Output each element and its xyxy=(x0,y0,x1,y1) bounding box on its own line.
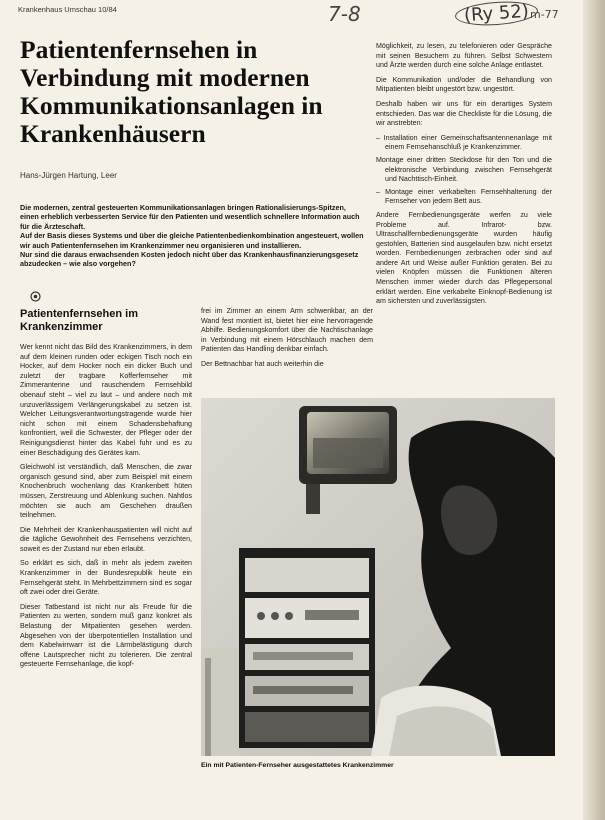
body-paragraph: Die Mehrheit der Krankenhauspatienten will nicht auf die tägliche Gewohnheit des Fernsehens verzichten, soweit es der Zustand nur eben erlaubt. xyxy=(20,525,192,553)
body-paragraph: Dieser Tatbestand ist nicht nur als Freude für die Patienten zu werten, sondern muß ganz konkret als Belastung der Mitpatienten gesehen werden. Abgesehen von der überpotentiellen Installation und dem Kabelwirrwarr ist die Lärmbelästigung durch offene Lautsprecher nicht zu tolerieren. Die zentral gesteuerte Fernsehanlage, die kopf- xyxy=(20,602,192,669)
body-paragraph: Deshalb haben wir uns für ein derartiges System entschieden. Das war die Checkliste für die Lösung, die wir anstrebten: xyxy=(376,99,552,128)
intro-paragraph: Nur sind die daraus erwachsenden Kosten jedoch nicht über das Krankenhausfinanzierungsgesetz abzudecken – wie also vorgehen? xyxy=(20,250,359,269)
text-column-3 xyxy=(376,42,552,312)
text-column-2 xyxy=(201,307,373,375)
body-paragraph: frei im Zimmer an einem Arm schwenkbar, an der Wand fest montiert ist, bietet hier eine hervorragende Abhilfe. Bedienungskomfort über die Nachtischanlage in Verbindung mit einem Hörschlauch machen dem Patienten das Handling denkbar einfach. xyxy=(201,307,373,354)
photo-caption: Ein mit Patienten-Fernseher ausgestattetes Krankenzimmer xyxy=(201,762,394,769)
body-paragraph: Der Bettnachbar hat auch weiterhin die xyxy=(201,359,324,368)
article-intro xyxy=(20,203,365,269)
intro-paragraph: Die modernen, zentral gesteuerten Kommunikationsanlagen bringen Rationalisierungs-Spitzen, einen erheblich verbesserten Service für den Patienten und wesentlich schnellere Information auch für die Ärzteschaft. xyxy=(20,203,360,231)
body-paragraph: Die Kommunikation und/oder die Behandlung von Mitpatienten bleibt ungestört bzw. ungestört. xyxy=(376,75,552,94)
article-author: Hans-Jürgen Hartung, Leer xyxy=(20,171,117,180)
running-head: Krankenhaus Umschau 10/84 xyxy=(18,5,117,14)
checklist-item: Montage einer dritten Steckdose für den Ton und die elektronische Verbindung zwischen Fernsehgerät und Nachttisch-Einheit. xyxy=(376,155,552,184)
checklist-item: – Montage einer verkabelten Fernsehhalterung der Fernseher von jedem Bett aus. xyxy=(376,187,552,206)
handwritten-page-number: 7-8 xyxy=(328,2,361,26)
body-paragraph: So erklärt es sich, daß in mehr als jedem zweiten Krankenzimmer in der Bundesrepublik heute ein Fernsehgerät steht. In Mehrbettzimmern sind es sogar oft zwei oder drei Geräte. xyxy=(20,559,192,597)
section-subheading: Patientenfernsehen im Krankenzimmer xyxy=(20,308,138,333)
hospital-room-photo xyxy=(201,398,555,756)
equipment-rack xyxy=(239,548,375,748)
checklist-item: – Installation einer Gemeinschaftsantennenanlage mit einem Fernsehanschluß je Krankenzimmer. xyxy=(376,133,552,152)
body-paragraph: Gleichwohl ist verständlich, daß Menschen, die zwar organisch gesund sind, aber zum Beispiel mit einem Knochenbruch wochenlang das Krankenbett hüten müssen, Zerstreuung und Ablenkung suchen. Nahtlos möchten sie auch am Geschehen draußen teilnehmen. xyxy=(20,463,192,520)
article-title: Patientenfernsehen in Verbindung mit modernen Kommunikationsanlagen in Krankenhäusern xyxy=(20,35,323,148)
handwritten-note: m-77 xyxy=(530,8,559,21)
photo-illustration xyxy=(201,398,555,756)
body-paragraph: Möglichkeit, zu lesen, zu telefonieren oder Gespräche mit seinen Besuchern zu führen. Selbst Schwestern und Ärzte werden durch eine solche Anlage entlastet. xyxy=(376,42,552,70)
intro-paragraph: Auf der Basis dieses Systems und über die gleiche Patientenbedienkombination angesteuert, wollen wir auch Patientenfernsehen im Krankenzimmer neu organisieren und installieren. xyxy=(20,231,364,250)
handwritten-code: (Ry 52) xyxy=(454,0,538,28)
body-paragraph: Andere Fernbedienungsgeräte werfen zu viele Probleme auf. Infrarot- bzw. Ultraschallfernbedienungsgeräte wurden häufig gestohlen, Batterien sind ausgelaufen bzw. nicht ersetzt worden. Fernbedienungen zerbrachen oder sind auf andere Art und Weise außer Funktion geraten. Bei zu vielen Knöpfen müssen die Funktionen älteren Menschen immer wieder durch das Pflegepersonal erklärt werden. Eine verkabelte Einknopf-Bedienung ist am sichersten und zuverlässigsten. xyxy=(376,210,552,306)
body-paragraph: Wer kennt nicht das Bild des Krankenzimmers, in dem auf dem kleinen runden oder eckigen Tisch noch ein Hocker, auf dem Hocker noch ein dicker Buch und zuletzt der tragbare Kofferfernseher mit Zimmerantenne und rauschendem Fernsehbild obenauf steht – viel zu laut – und andere noch mit unzuverlässigem Verlängerungskabel zu setzen ist. Welcher Leitungsverantwortungstragende wurde hier nicht schon mit einem Schadensbehaftung konfrontiert, weil die Schwester, der Pfleger oder der Reinigungsdienst hinter das Kabel fuhr und es zu einer Beschädigung des Gerätes kam. xyxy=(20,343,192,457)
text-column-1 xyxy=(20,343,192,675)
section-logo-icon xyxy=(30,291,41,302)
checklist xyxy=(376,134,552,207)
page-edge xyxy=(583,0,605,820)
